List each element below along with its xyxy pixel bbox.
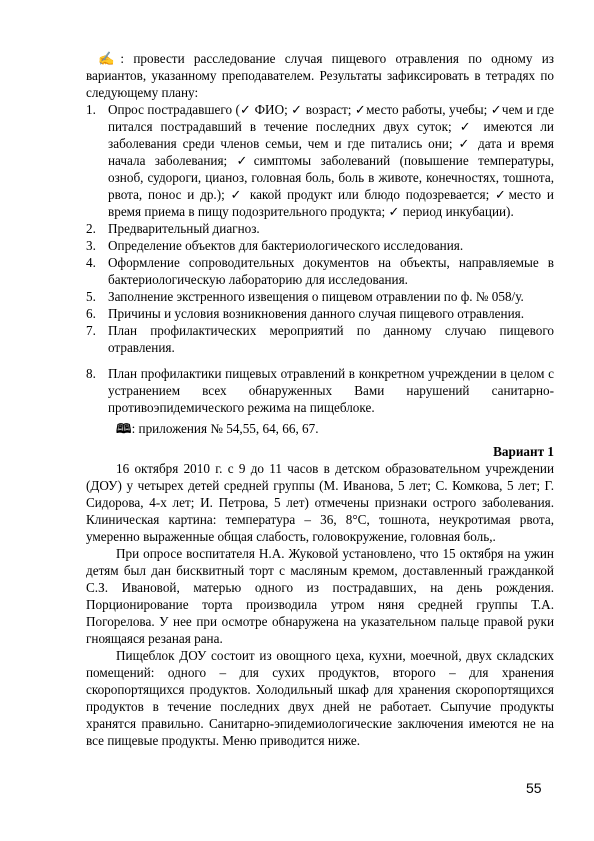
list-item	[86, 254, 554, 288]
book-icon: 🕮	[116, 421, 132, 436]
case-paragraph-3: Пищеблок ДОУ состоит из овощного цеха, кухни, моечной, двух складских помещений: одного – для сухих продуктов, второго – для хранения скоропортящихся продуктов. Холодильный шкаф для хранения скоропортящихся продуктов в течение последних двух дней не работает. Сыпучие продукты хранятся правильно. Санитарно-эпидемиологические заключения имеются не на все пищевые продукты. Меню приводится ниже.	[86, 648, 554, 748]
appendix-line	[86, 420, 554, 437]
list-item	[86, 237, 554, 254]
item-text: Предварительный диагноз.	[108, 221, 260, 236]
variant-title: Вариант 1	[493, 444, 554, 459]
item-text: План профилактических мероприятий по данному случаю пищевого отравления.	[108, 323, 554, 355]
page-number: 55	[526, 780, 542, 796]
item-number: 2.	[86, 221, 96, 236]
case-paragraph-2: При опросе воспитателя Н.А. Жуковой установлено, что 15 октября на ужин детям был дан бисквитный торт с масляным кремом, доставленный гражданкой С.З. Ивановой, матерью одного из пострадавших, на день рождения. Порционирование торта производила утром няня средней группы Т.А. Погорелова. У нее при осмотре обнаружена на указательном пальце правой руки гноящаяся резаная рана.	[86, 546, 554, 646]
item-text: Опрос пострадавшего (✓ ФИО; ✓ возраст; ✓место работы, учебы; ✓чем и где питался пострадавший в течение последних двух суток; ✓ имеются ли заболевания среди членов семьи, чем и где питались они; ✓ дата и время начала заболевания; ✓симптомы заболеваний (повышение температуры, озноб, судороги, цианоз, головная боль, боль в животе, конечностях, тошнота, рвота, понос и др.); ✓ какой продукт или блюдо подозревается; ✓место и время приема в пищу подозрительного продукта; ✓ период инкубации).	[108, 102, 554, 219]
list-item	[86, 220, 554, 237]
item-text: План профилактики пищевых отравлений в конкретном учреждении в целом с устранением всех обнаруженных Вами нарушений санитарно-противоэпидемического режима на пищеблоке.	[108, 366, 554, 415]
item-number: 6.	[86, 306, 96, 321]
list-item	[86, 365, 554, 416]
item-text: Определение объектов для бактериологического исследования.	[108, 238, 464, 253]
item-number: 4.	[86, 255, 96, 270]
list-item	[86, 322, 554, 356]
item-number: 1.	[86, 102, 96, 117]
pencil-icon: ✍	[98, 51, 121, 66]
item-text: Причины и условия возникновения данного случая пищевого отравления.	[108, 306, 524, 321]
case-paragraph-1: 16 октября 2010 г. с 9 до 11 часов в детском образовательном учреждении (ДОУ) у четырех детей средней группы (М. Иванова, 5 лет; С. Комкова, 5 лет; Г. Сидорова, 4-х лет; И. Петрова, 5 лет) отмечены признаки острого заболевания. Клиническая картина: температура – 36, 8°С, тошнота, неукротимая рвота, умеренно выраженные общая слабость, головокружение, головная боль,.	[86, 461, 554, 544]
task-paragraph	[86, 50, 554, 101]
item-number: 8.	[86, 366, 96, 381]
list-item	[86, 288, 554, 305]
document-page	[86, 50, 554, 749]
item-number: 3.	[86, 238, 96, 253]
plan-list	[86, 101, 554, 416]
item-text: Оформление сопроводительных документов на объекты, направляемые в бактериологическую лабораторию для исследования.	[108, 255, 554, 287]
item-number: 7.	[86, 323, 96, 338]
task-text: : провести расследование случая пищевого отравления по одному из вариантов, указанному преподавателем. Результаты зафиксировать в тетрадях по следующему плану:	[86, 51, 555, 100]
list-item	[86, 101, 554, 220]
item-text: Заполнение экстренного извещения о пищевом отравлении по ф. № 058/у.	[108, 289, 524, 304]
item-number: 5.	[86, 289, 96, 304]
appendix-text: : приложения № 54,55, 64, 66, 67.	[131, 421, 319, 436]
list-item	[86, 305, 554, 322]
